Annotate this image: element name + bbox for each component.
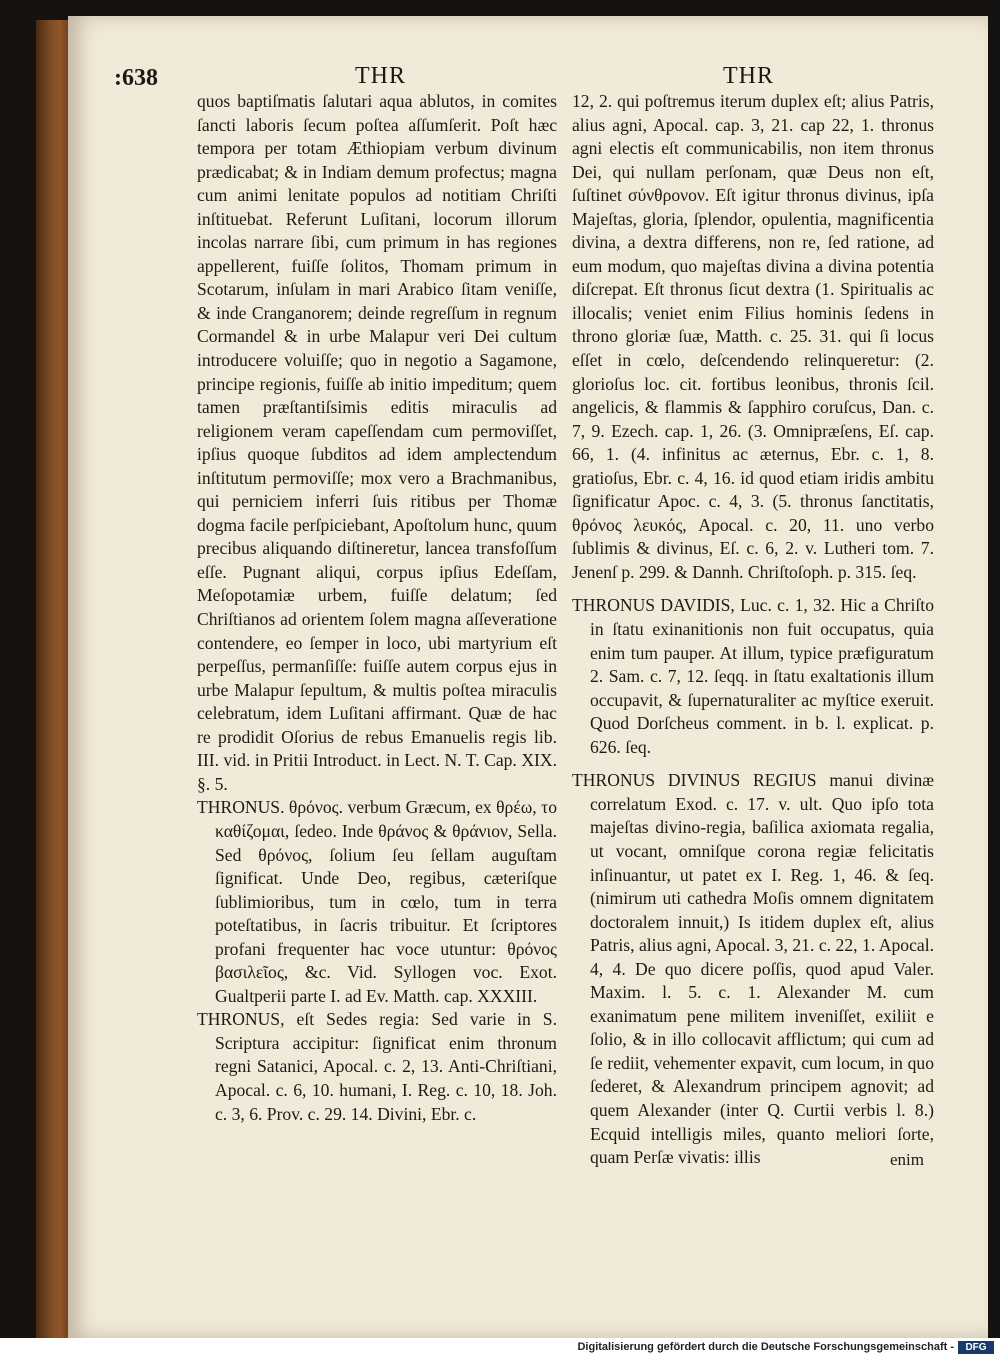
right-column <box>572 90 934 1170</box>
footer-bar <box>0 1338 1000 1358</box>
catchword: enim <box>890 1150 924 1169</box>
entry-thronus-divinus-regius: THRONUS DIVINUS REGIUS manui divinæ correlatum Exod. c. 17. v. ult. Quo ipſo tota majeſtas divino-regia, baſilica axiomata regalia, ut vocant, omniſque corona regiæ felicitatis inſinuantur, ut patet ex I. Reg. 1, 46. & ſeq. (nimirum uti cathedra Moſis omnem dignitatem doctoralem innuit,) Is itidem duplex eſt, alius Patris, alius agni, Apocal. 3, 21. c. 22, 1. Apocal. 4, 4. De quo dicere poſſis, quod apud Valer. Maxim. l. 5. c. 1. Alexander M. cum exanimatum pene militem inveniſſet, exiliit e ſolio, & in illo collocavit afflictum; qui cum ad ſe rediit, vehementer expavit, cum locum, in quo ſederet, & Alexandrum principem agnovit; ad quem Alexander (inter Q. Curtii verbis l. 8.) Ecquid intelligis miles, quanto meliori ſorte, quam Perſæ vivatis: illis <box>572 770 934 1168</box>
paragraph-thronus-divinus-continued: 12, 2. qui poſtremus iterum duplex eſt; alius Patris, alius agni, Apocal. cap. 3, 21. cap 22, 1. thronus agni electis eſt communicabilis, non item thronus Dei, qui nullam perſonam, quæ Deus non eſt, ſuſtinet σύνθρονον. Eſt igitur thronus divinus, ipſa Majeſtas, gloria, ſplendor, opulentia, magnificentia divina, a dextra differens, non re, ſed ratione, ad eum modum, quo majeſtas divina a divina potentia diſcrepat. Eſt thronus ſicut dextra (1. Spiritualis ac illocalis; veniet enim Filius hominis ſedens in throno gloriæ ſuæ, Matth. c. 25. 31. qui ſi locus eſſet in cœlo, deſcendendo relinqueretur: (2. glorioſus loc. cit. fortibus leonibus, thronis ſcil. angelicis, & flammis & ſapphiro coruſcus, Dan. c. 7, 9. Ezech. cap. 1, 26. (3. Omnipræſens, Eſ. cap. 66, 1. (4. infinitus ac æternus, Ebr. c. 1, 8. gratioſus, Ebr. c. 4, 16. id quod etiam iridis ambitu ſignificatur Apoc. c. 4, 3. (5. thronus ſanctitatis, θρόνος λευκός, Apocal. c. 20, 11. uno verbo ſublimis & divinus, Eſ. c. 6, 2. v. Lutheri tom. 7. Jenenſ p. 299. & Dannh. Chriſtoſoph. p. 315. ſeq. <box>572 91 934 582</box>
left-column <box>197 90 557 1126</box>
entry-thronus-greek: THRONUS. θρόνος. verbum Græcum, ex θρέω, το καθίζομαι, ſedeo. Inde θράνος & θράνιον, Sella. Sed θρόνος, ſolium ſeu ſellam auguſtam ſignificat. Unde Deo, regibus, cæteriſque ſublimioribus, tum in cœlo, tum in terra poteſtatibus, in ſacris tribuitur. Et ſcriptores profani frequenter hac voce utuntur: θρόνος βασιλεῖος, &c. Vid. Syllogen voc. Exot. Gualtperii parte I. ad Ev. Matth. cap. XXXIII. <box>197 797 557 1006</box>
running-head-left: THR <box>355 63 406 89</box>
paragraph-thomas-continued: quos baptiſmatis ſalutari aqua ablutos, in comites ſancti laboris ſecum poſtea aſſumſerit. Poſt hæc tempora per totam Æthiopiam verbum divinum prædicabat; & in Indiam demum profectus; magna cum animi lenitate populos ad notitiam Chriſti inſtituebat. Referunt Luſitani, locorum illorum incolas narrare ſibi, cum primum in has regiones appellerent, fuiſſe ſolitos, Thomam primum in Scotarum, inſulam in mari Arabico ſitam veniſſe, & inde Cranganorem; deinde regreſſum in regnum Cormandel & in urbe Malapur veri Dei cultum introducere voluiſſe; quo in negotio a Sagamone, principe regionis, fuiſſe ab initio impeditum; quem tamen præſtantiſsimis editis miraculis ad religionem veram capeſſendam cum permoviſſet, ipſius quoque ſubditos ad idem amplectendum inſtitutum permoviſſe; mox vero a Brachmanibus, qui perniciem inferri ſuis ritibus per Thomæ dogma facile perſpiciebant, Apoſtolum hunc, quum precibus aliquando diſtineretur, lancea transfoſſum eſſe. Pugnant aliqui, corpus ipſius Edeſſam, Meſopotamiæ urbem, fuiſſe delatum; ſed Chriſtianos ad orientem ſolem magna aſſeveratione contendere, eo ſemper in loco, ubi martyrium eſt perpeſſus, permanſiſſe: fuiſſe autem corpus ejus in urbe Malapur ſepultum, & multis poſtea miraculis celebratum, idem Luſitani affirmant. Quæ de hac re prodidit Oſorius de rebus Emanuelis regis lib. III. vid. in Pritii Introduct. in Lect. N. T. Cap. XIX. §. 5. <box>197 91 557 794</box>
footer-credit-text: Digitalisierung gefördert durch die Deutsche Forschungsgemeinschaft - <box>577 1341 954 1353</box>
entry-thronus-sedes-regia: THRONUS, eſt Sedes regia: Sed varie in S. Scriptura accipitur: ſignificat enim thronum regni Satanici, Apocal. c. 2, 13. Anti-Chriſtiani, Apocal. c. 6, 10. humani, I. Reg. c. 10, 18. Joh. c. 3, 6. Prov. c. 29. 14. Divini, Ebr. c. <box>197 1009 557 1124</box>
entry-thronus-davidis: THRONUS DAVIDIS, Luc. c. 1, 32. Hic a Chriſto in ſtatu exinanitionis non fuit occupatus, quia enim tum pauper. At illum, typice præfiguratum 2. Sam. c. 7, 12. ſeqq. in ſtatu exaltationis illum occupavit, & ſupernaturaliter ac myſtice exeruit. Quod Dorſcheus comment. in b. l. explicat. p. 626. ſeq. <box>572 595 934 757</box>
page-number: :638 <box>114 65 158 91</box>
book-edge <box>36 20 70 1340</box>
dfg-logo-icon: DFG <box>958 1341 994 1354</box>
running-head-right: THR <box>723 63 774 89</box>
